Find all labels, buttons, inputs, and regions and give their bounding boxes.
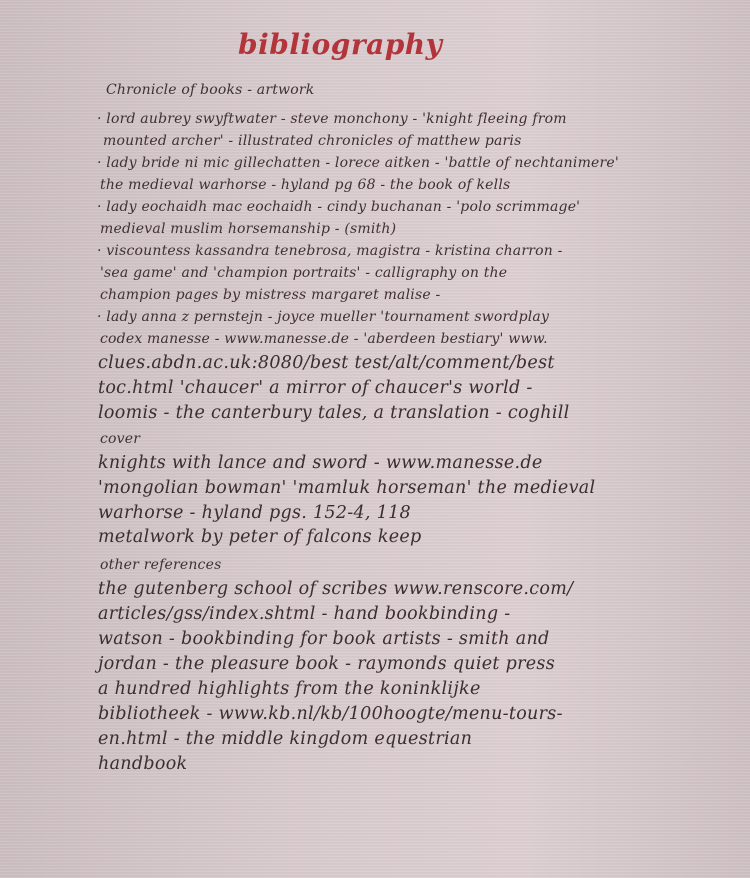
other-references-heading: other references — [100, 557, 222, 573]
reference-line: jordan - the pleasure book - raymonds quiet press — [98, 654, 555, 674]
cover-line: codex manesse - www.manesse.de - 'aberdeen bestiary' www. — [100, 331, 548, 347]
reference-line: handbook — [98, 754, 188, 774]
artwork-line: · lady eochaidh mac eochaidh - cindy buchanan - 'polo scrimmage' — [97, 199, 581, 215]
artwork-line: mounted archer' - illustrated chronicles of matthew paris — [103, 133, 522, 149]
artwork-line: 'sea game' and 'champion portraits' - calligraphy on the — [100, 265, 508, 281]
artwork-line: · viscountess kassandra tenebrosa, magistra - kristina charron - — [97, 243, 563, 259]
cover-line: toc.html 'chaucer' a mirror of chaucer's world - — [98, 378, 533, 398]
reference-line: the gutenberg school of scribes www.renscore.com/ — [98, 579, 574, 599]
subheading: Chronicle of books - artwork — [106, 82, 315, 98]
cover-line: 'mongolian bowman' 'mamluk horseman' the medieval — [98, 478, 596, 498]
page-title: bibliography — [238, 28, 443, 61]
cover-heading: cover — [100, 431, 141, 447]
reference-line: a hundred highlights from the koninklijke — [98, 679, 481, 699]
cover-line: loomis - the canterbury tales, a translation - coghill — [98, 403, 570, 423]
reference-line: en.html - the middle kingdom equestrian — [98, 729, 473, 749]
artwork-line: the medieval warhorse - hyland pg 68 - the book of kells — [100, 177, 511, 193]
reference-line: watson - bookbinding for book artists - smith and — [98, 629, 550, 649]
artwork-line: · lady anna z pernstejn - joyce mueller 'tournament swordplay — [97, 309, 550, 325]
cover-line: warhorse - hyland pgs. 152-4, 118 — [98, 503, 411, 523]
reference-line: bibliotheek - www.kb.nl/kb/100hoogte/menu-tours- — [98, 704, 563, 724]
artwork-line: medieval muslim horsemanship - (smith) — [100, 221, 397, 237]
cover-line: clues.abdn.ac.uk:8080/best test/alt/comment/best — [98, 353, 555, 373]
reference-line: articles/gss/index.shtml - hand bookbinding - — [98, 604, 511, 624]
cover-line: metalwork by peter of falcons keep — [98, 527, 422, 547]
artwork-line: champion pages by mistress margaret malise - — [100, 287, 441, 303]
cover-line: knights with lance and sword - www.manesse.de — [98, 453, 543, 473]
artwork-line: · lord aubrey swyftwater - steve monchony - 'knight fleeing from — [97, 111, 567, 127]
artwork-line: · lady bride ni mic gillechatten - lorece aitken - 'battle of nechtanimere' — [97, 155, 619, 171]
